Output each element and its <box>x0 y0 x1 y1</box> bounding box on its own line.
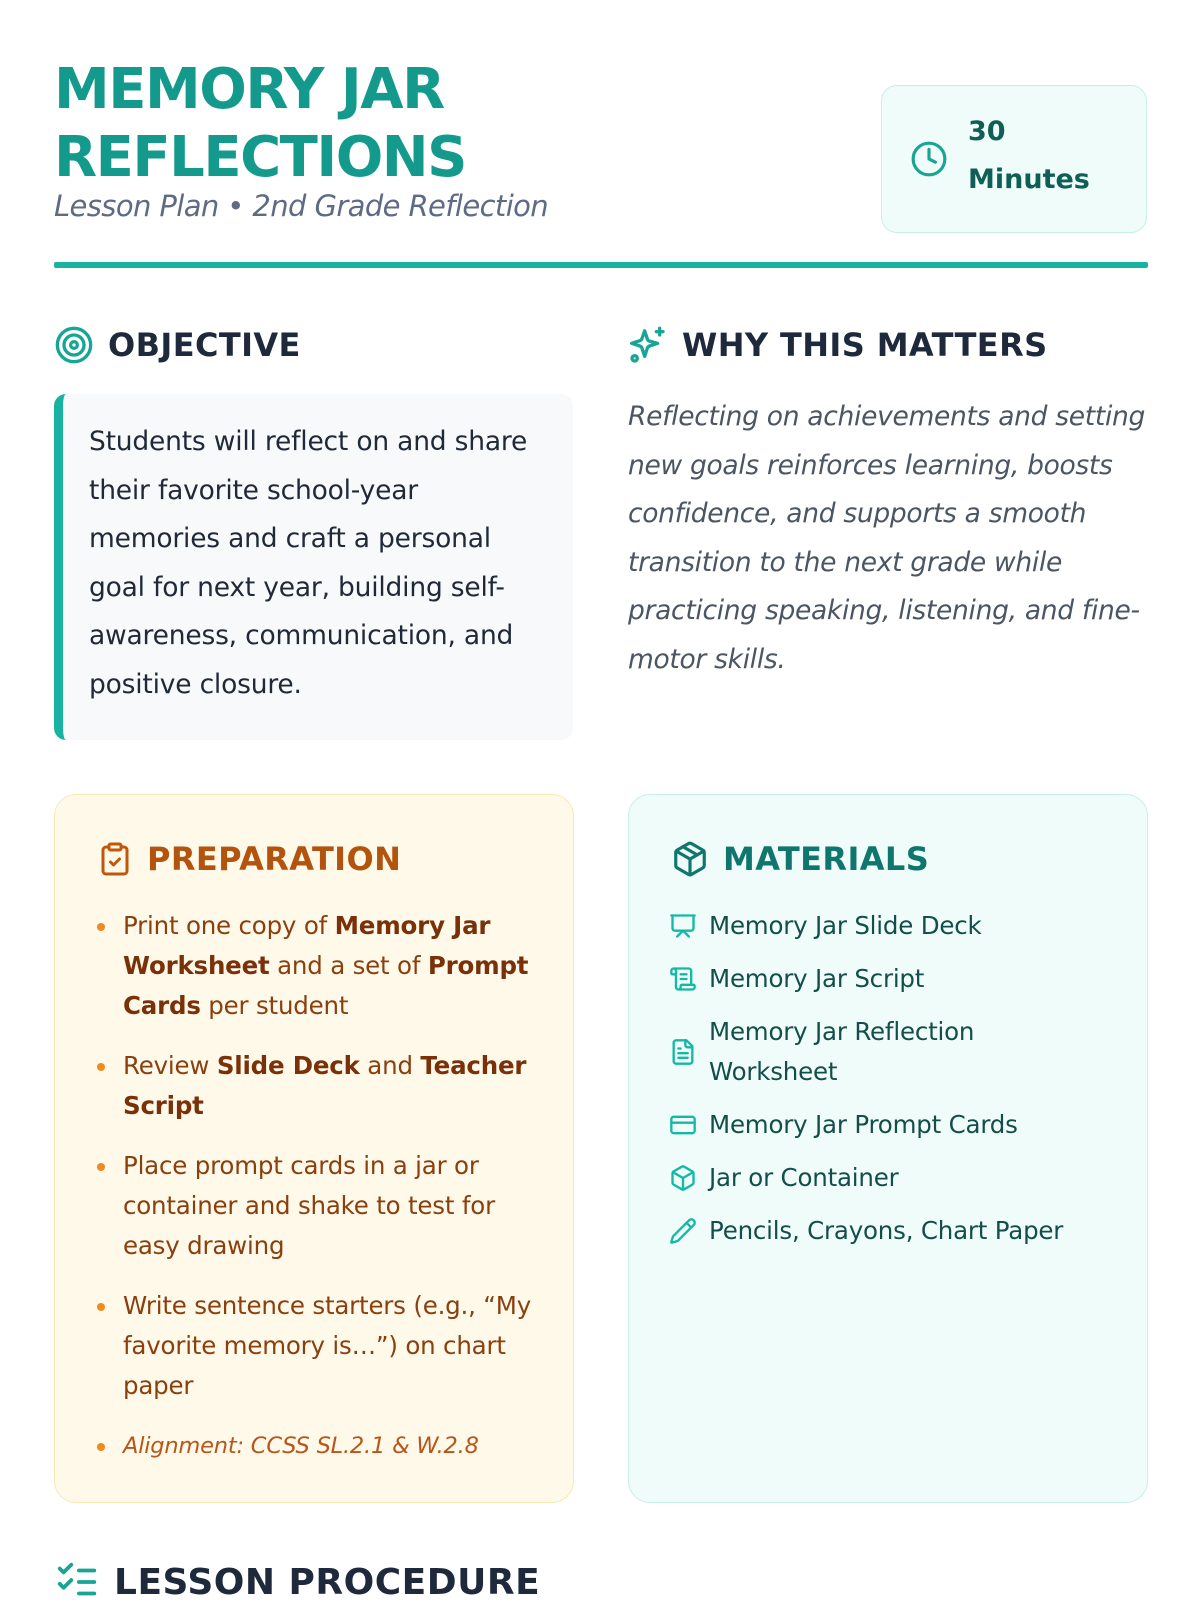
prep-text: per student <box>200 991 349 1020</box>
list-item <box>669 1012 1109 1092</box>
objective-text: Students will reflect on and share their favorite school-year memories and craft a personal goal for next year, building self-awareness, communication, and positive closure. <box>89 426 528 700</box>
procedure-heading-label: LESSON PROCEDURE <box>114 1561 541 1603</box>
materials-heading-label: MATERIALS <box>723 840 930 878</box>
document-icon <box>669 1038 697 1066</box>
sparkles-icon <box>628 325 668 365</box>
list-item <box>123 1046 533 1126</box>
list-checks-icon <box>54 1559 100 1605</box>
procedure-heading <box>54 1560 540 1604</box>
material-label: Memory Jar Script <box>709 964 925 993</box>
objective-heading-label: OBJECTIVE <box>108 326 301 364</box>
objective-heading <box>54 323 301 367</box>
list-item <box>669 906 1109 946</box>
prep-text: and <box>359 1051 421 1080</box>
prep-bold: Teacher Script <box>123 1051 527 1120</box>
preparation-heading <box>97 837 401 881</box>
scroll-icon <box>669 965 697 993</box>
list-item <box>669 1158 1109 1198</box>
list-item <box>669 1211 1109 1251</box>
clock-icon <box>910 140 948 178</box>
prep-text: Print one copy of <box>123 911 335 940</box>
prep-bold: Prompt Cards <box>123 951 529 1020</box>
prep-bold: Slide Deck <box>216 1051 360 1080</box>
card-icon <box>669 1111 697 1139</box>
page-subtitle: Lesson Plan • 2nd Grade Reflection <box>54 189 549 223</box>
material-label: Pencils, Crayons, Chart Paper <box>709 1216 1064 1245</box>
package-icon <box>669 1164 697 1192</box>
duration-badge <box>881 85 1147 233</box>
preparation-list <box>123 906 533 1486</box>
page-title: MEMORY JAR REFLECTIONS <box>54 57 467 190</box>
lesson-plan-page <box>54 0 1148 1603</box>
duration-value: 30 <box>968 116 1006 147</box>
objective-box <box>54 394 573 740</box>
presentation-icon <box>669 912 697 940</box>
duration-unit: Minutes <box>968 164 1090 195</box>
header-divider <box>54 262 1148 268</box>
prep-bold: Memory Jar Worksheet <box>123 911 491 980</box>
list-item <box>123 906 533 1026</box>
preparation-heading-label: PREPARATION <box>147 840 402 878</box>
list-item: Write sentence starters (e.g., “My favorite memory is…”) on chart paper <box>123 1286 533 1406</box>
prep-text: Review <box>123 1051 217 1080</box>
why-heading-label: WHY THIS MATTERS <box>682 326 1048 364</box>
material-label: Memory Jar Reflection Worksheet <box>709 1017 975 1086</box>
why-text: Reflecting on achievements and setting new goals reinforces learning, boosts confidence, and supports a smooth transition to the next grade while practicing speaking, listening, and fine-motor skills. <box>628 401 1146 675</box>
material-label: Memory Jar Prompt Cards <box>709 1110 1018 1139</box>
alignment-note: Alignment: CCSS SL.2.1 & W.2.8 <box>123 1426 533 1466</box>
materials-heading <box>671 837 929 881</box>
list-item: Place prompt cards in a jar or container and shake to test for easy drawing <box>123 1146 533 1266</box>
list-item <box>669 1105 1109 1145</box>
materials-card <box>628 794 1148 1503</box>
materials-list <box>669 906 1109 1264</box>
material-label: Memory Jar Slide Deck <box>709 911 982 940</box>
box-icon <box>671 840 709 878</box>
clipboard-check-icon <box>97 841 133 877</box>
why-heading <box>628 323 1048 367</box>
target-icon <box>54 325 94 365</box>
header <box>54 52 1148 267</box>
material-label: Jar or Container <box>709 1163 899 1192</box>
prep-text: and a set of <box>269 951 428 980</box>
pencil-icon <box>669 1217 697 1245</box>
preparation-card <box>54 794 574 1503</box>
list-item <box>669 959 1109 999</box>
